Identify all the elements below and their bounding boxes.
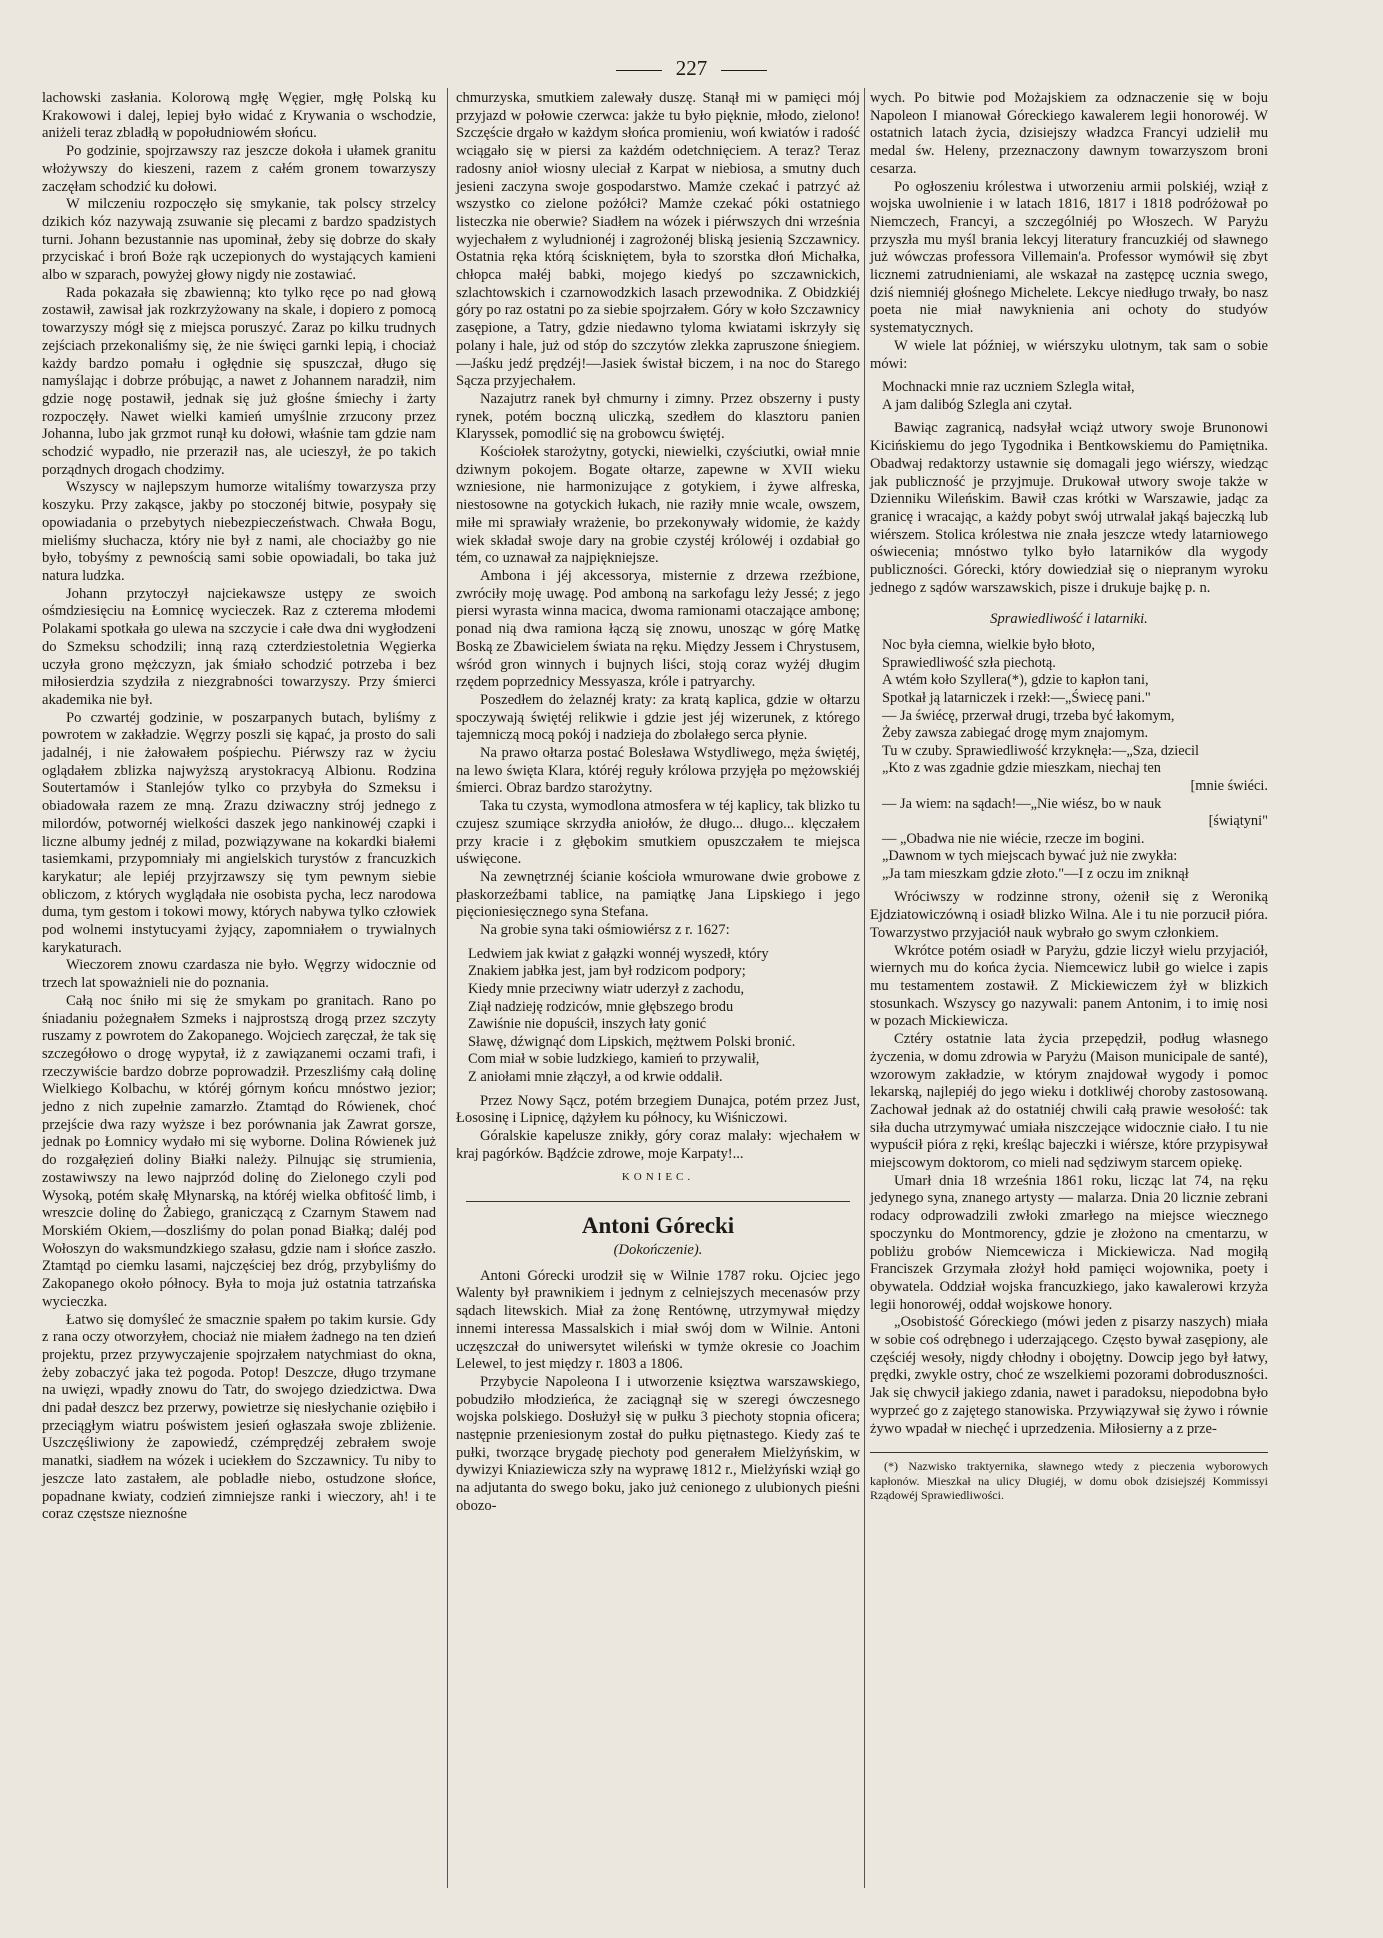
verse-line: [świątyni" (1208, 813, 1268, 830)
verse-line: — Ja świécę, przerwał drugi, trzeba być łakomym, (882, 707, 1175, 724)
end-label: KONIEC. (621, 1171, 695, 1184)
paragraph: Cztéry ostatnie lata życia przepędził, podług własnego życzenia, w domu zdrowia w Paryżu (Maison municipale de santé), wzorowym zakładzie, w którym znajdował wygody i pomoc lekarską, najlepiéj do jego wieku i dotkliwéj choroby zastosowaną. Zachował jednak aż do ostatniéj chwili całą prawie wesołość: tak siła ducha utrzymywać umiała niszczejące widocznie ciało. I tu nie wypuścił pióra z ręki, kreśląc bajeczki i wiérsze, które przypisywał miejscowym doktorom, co mieli nad sędziwym starcem opiekę. (870, 1031, 1268, 1172)
paragraph: Antoni Górecki urodził się w Wilnie 1787 roku. Ojciec jego Walenty był prawnikiem i jednym z celniejszych mecenasów przy sądach litewskich. Miał za żonę Rentównę, utrzymywał między innemi interessa Massalskich i miał swój dom w Wilnie. Antoni uczęszczał do uniwersytet wileński w tymże okresie co Joachim Lelewel, to jest między r. 1803 a 1806. (456, 1267, 860, 1373)
paragraph: Nazajutrz ranek był chmurny i zimny. Przez obszerny i pusty rynek, potém boczną uliczką, szedłem do klasztoru panien Klaryssek, pomodlić się na grobowcu świętéj. (456, 390, 860, 443)
verse-line: Znakiem jabłka jest, jam był rodzicom podpory; (468, 963, 746, 980)
article-title: Antoni Górecki (581, 1213, 735, 1239)
column-1 (42, 90, 436, 1524)
verse-line: — Ja wiem: na sądach!—„Nie wiész, bo w nauk (882, 795, 1162, 812)
header-rule-right (721, 70, 767, 71)
footnote (870, 1452, 1268, 1502)
paragraph: Taka tu czysta, wymodlona atmosfera w téj kaplicy, tak blizko tu czujesz szumiące skrzydła aniołów, że długo... długo... klęczałem przy kracie i z głębokim smutkiem opuszczałem te miejsca uświęcone. (456, 798, 860, 868)
verse-line: Sprawiedliwość szła piechotą. (882, 654, 1056, 671)
paragraph: lachowski zasłania. Kolorową mgłę Węgier, mgłę Polską ku Krakowowi i dalej, lepiej było widać z Krywania o wschodzie, aniżeli teraz zbladłą w popołudniowém słońcu. (42, 90, 436, 142)
column-3 (870, 90, 1268, 1503)
paragraph: Po godzinie, spojrzawszy raz jeszcze dokoła i ułamek granitu włożywszy do kieszeni, razem z całém gronem towarzyszy zaczęłam schodzić ku dołowi. (42, 143, 436, 195)
paragraph: Przez Nowy Sącz, potém brzegiem Dunajca, potém przez Just, Łososinę i Lipnicę, dążyłem ku północy, ku Wiśniczowi. (456, 1092, 860, 1127)
verse-line: Sławę, dźwignąć dom Lipskich, mężtwem Polski bronić. (468, 1033, 796, 1050)
verse-line: Ledwiem jak kwiat z gałązki wonnéj wyszedł, który (468, 945, 769, 962)
paragraph: Ambona i jéj akcessorya, misternie z drzewa rzeźbione, zwróciły moję uwagę. Pod amboną na sarkofagu leży Jessé; z jego piersi wyrasta winna macica, dwoma ramionami otaczające ambonę; ponad nią dwa ramiona łączą się znowu, unosząc w górę Matkę Boską ze Zbawicielem świata na ręku. Między Jessem i Chrystusem, wśród gron winnych i bujnych liści, stoją coraz wyżéj długim rzędem poprzednicy Messyasza, króle i patryarchy. (456, 567, 860, 691)
verse-line: „Ja tam mieszkam gdzie złoto."—I z oczu im zniknął (882, 865, 1189, 882)
paragraph: Wieczorem znowu czardasza nie było. Węgrzy widocznie od trzech lat spoważnieli nie do poznania. (42, 957, 436, 992)
paragraph: Na prawo ołtarza postać Bolesława Wstydliwego, męża świętéj, na lewo święta Klara, któréj reguły królowa przyjęła po mężowskiéj śmierci. Obraz bardzo starożytny. (456, 745, 860, 797)
verse-line: Tu w czuby. Sprawiedliwość krzyknęła:—„Sza, dziecil (882, 742, 1200, 759)
poem-title: Sprawiedliwość i latarniki. (990, 611, 1148, 628)
paragraph: Łatwo się domyśleć że smacznie spałem po takim kursie. Gdy z rana oczy otworzyłem, chociaż nie miałem żadnego na ten dzień projektu, przez przywyczajenie spojrzałem natychmiast do okna, żeby zobaczyć jaka też pogoda. Potop! Deszcze, długo trzymane na uwięzi, wpadły znowu do Tatr, do swojego dziedzictwa. Dwa dni padał deszcz bez przerwy, powietrze się niesłychanie oziębiło i przeciągłym wiatru poświstem jesień ogłaszała swoje zbliżenie. Uszczęśliwiony że zapowiedź, czémprędzéj zebrałem swoje manatki, siadłem na wózek i uciekłem do Szczawnicy. Tu niby to jeszcze lato zastałem, ale pobladłe niebo, ostudzone słońce, popadnane kwiaty, codzień zimniejsze ranki i wieczory, ah! i te coraz częstsze nieznośne (42, 1311, 436, 1523)
paragraph: Poszedłem do żelaznéj kraty: za kratą kaplica, gdzie w ołtarzu spoczywają świętéj relikwie i gdzie jest jéj wizerunek, z którego tajemniczą mocą pokój i nadzieja do zbolałego serca płynie. (456, 691, 860, 744)
paragraph: „Osobistość Góreckiego (mówi jeden z pisarzy naszych) miała w sobie coś odrębnego i uderzającego. Często bywał zasępiony, ale częściéj wesoły, nigdy chłodny i obojętny. Dowcip jego był łatwy, prędki, zwykle ostry, choć ze wszelkiemi pozorami dobroduszności. Jak się chwycił jakiego zdania, nawet i paradoksu, niepodobna było wyprzeć go z zajętego stanowiska. Przywiązywał się żywo i równie żywo wpadał w niechęć i uprzedzenia. Miłosierny a z prze- (870, 1314, 1268, 1437)
short-verse (882, 379, 1268, 414)
paragraph: W milczeniu rozpoczęło się smykanie, tak polscy strzelcy dzikich kóz nazywają zsuwanie się plecami z bardzo spadzistych turni. Johann bezustannie nas upominał, żeby się dobrze do skały przyciskać i broń Boże rąk uczepionych do wystających kamieni albo w szparach, powyżej głowy nigdy nie zostawiać. (42, 196, 436, 284)
verse-line: Ziął nadzieję rodziców, mnie głębszego brodu (468, 998, 734, 1015)
verse-line: Com miał w sobie ludzkiego, kamień to przywalił, (468, 1051, 760, 1068)
column-divider-1 (447, 88, 448, 1888)
verse-line: [mnie świéci. (1190, 777, 1268, 794)
verse-line: „Kto z was zgadnie gdzie mieszkam, niechaj ten (882, 760, 1161, 777)
paragraph: Na grobie syna taki ośmiowiérsz z r. 1627: (480, 922, 730, 939)
paragraph: Na zewnętrznéj ścianie kościoła wmurowane dwie grobowe z płaskorzeźbami tablice, na pamiątkę Jana Lipskiego i jego pięcioniesięcznego syna Stefana. (456, 868, 860, 921)
header-rule-left (616, 70, 662, 71)
paragraph: Wróciwszy w rodzinne strony, ożenił się z Weroniką Ejdziatowiczówną i osiadł blizko Wilna. Ale i tu nie porzucił pióra. Towarzystwo przyjaciół nauk wybrało go swym członkiem. (870, 889, 1268, 941)
paragraph: Johann przytoczył najciekawsze ustępy ze swoich ośmdziesięciu na Łomnicę wycieczek. Raz z czterema młodemi Polakami spotkała go ulewa na szczycie i całe dwa dni wygłodzeni do Szmeksu schodzili; inną razą czterdziestoletnia Węgierka uczyła grono mężczyzn, jak śmiało schodzić potrzeba i bez miłosierdzia szydziła z niezgrabności towarzyszy. Przy śmierci akademika nie był. (42, 585, 436, 708)
verse-line: Spotkał ją latarniczek i rzekł:—„Świecę pani." (882, 689, 1151, 706)
page-number: 227 (675, 56, 708, 80)
paragraph: Rada pokazała się zbawienną; kto tylko ręce po nad głową zostawił, zawisał jak rozkrzyżowany na skale, i dopiero z pomocą towarzyszy mógł się z miejsca poruszyć. Zaraz po kilku trudnych zejściach przekonaliśmy się, że nie święci garnki lepią, i chociaż każdy bardzo pomału i ogłędnie się spuszczał, długo się namyślając i dobrze próbując, a nawet z Johannem naradził, nim gdzie nogę postawił, jednak się już głośne śmiechy i żarty rozpoczęły. Nawet wielki kamień umyślnie zrzucony przez Johanna, lubo jak grzmot runął ku dołowi, właśnie tam gdzie nam schodzić wypadło, nie przeraził nas, ale ucieszył, że po takich porządnych drogach chodzimy. (42, 284, 436, 478)
verse-line: Kiedy mnie przeciwny wiatr uderzył z zachodu, (468, 980, 745, 997)
paragraph: wych. Po bitwie pod Możajskiem za odznaczenie się w boju Napoleon I mianował Góreckiego kawalerem legii honorowéj. W ostatnich latach życia, dzisiejszy władzca Francyi udzielił mu medal św. Heleny, przeznaczony dawnym towarzyszom broni cesarza. (870, 90, 1268, 177)
paragraph: Po czwartéj godzinie, w poszarpanych butach, byliśmy z powrotem w zakładzie. Węgrzy poszli się kąpać, ja prosto do sali jadalnéj, i nie żałowałem pośpiechu. Piérwszy raz w życiu oglądałem zblizka najwyższą arystokracyą Albionu. Rodzina Soutertamów i Stanlejów tylko co przybyła do Szmeksu i obiadowała razem ze mną. Zrazu dziwaczny strój jednego z milordów, potwornéj wielkości daszek jego nankinowéj czapki i liczne albumy jednéj z milad, pozwiązywane na kokardki białemi tasiemkami, przypomniały mi angielskich turystów z francuzkich karykatur; ale lepiéj przyjrzawszy się tym pewnym siebie obliczom, z których wyglądała nie osobista pycha, lecz narodowa duma, tym gestom i tokowi mowy, których nabywa tylko człowiek pod wolnemi instytucyami żyjący, zapomniałem o trywialnych karykaturach. (42, 709, 436, 956)
paragraph: Wszyscy w najlepszym humorze witaliśmy towarzysza przy koszyku. Przy zakąsce, jakby po stoczonéj bitwie, posypały się opowiadania o przebytych niebezpieczeństwach. Chwała Bogu, mieliśmy słuchacza, który nie był z nami, ale chociażby go nie było, tobyśmy z pewnością sami sobie opowiadali, bo taka już natura ludzka. (42, 479, 436, 584)
paragraph: chmurzyska, smutkiem zalewały duszę. Stanął mi w pamięci mój przyjazd w połowie czerwca: jakże tu było pięknie, młodo, zielono! Szczęście drgało w każdym słońca promieniu, woń kwiatów i radość wciągało się w piersi za każdém odetchnięciem. A teraz? Teraz radosny anioł wiosny uleciał z Karpat w niebiosa, a smutny duch jesieni zaczyna swoje gospodarstwo. Mamże czekać i patrzyć aż wszystko co zielone pożółci? Mamże czekać póki ostatniego listeczka nie oberwie? Siadłem na wózek i piérwszych dni września wyjechałem z wyludnionéj i zagrożonéj bliską jesienią Szczawnicy. Ostatnia ręka którą ściskniętem, była to szorstka dłoń Michałka, chłopca małéj babki, mojego kiedyś po szczawnickich, szlachtowskich i czarnowodzkich lasach przewodnika. Z Obidzkiéj góry po raz ostatni po za siebie spojrzałem. Góry w koło Szczawnicy zasępione, a Tatry, gdzie niedawno tyloma kwiatami iskrzyły się polany i hale, już od stóp do szczytów zlekka zapruszone śniegiem. —Jaśku jedź prędzéj!—Jasiek świstał biczem, i na noc do Starego Sącza przyjechałem. (456, 90, 860, 390)
fable-poem (882, 637, 1268, 883)
verse-line: Z aniołami mnie złączył, a od krwie oddalił. (468, 1068, 723, 1085)
verse-line: A wtém koło Szyllera(*), gdzie to kapłon tani, (882, 672, 1149, 689)
paragraph: Całą noc śniło mi się że smykam po granitach. Rano po śniadaniu pożegnałem Szmeks i najprostszą drogą przez szczyty ruszamy z powrotem do Zakopanego. Wojciech zaręczał, że tak się szczegółowo o drogę wypytał, iż z zawiązanemi oczami trafi, i rzeczywiście bardzo dobrze poprowadził. Przeszliśmy całą dolinę Wielkiego Kolbachu, w któréj górnym końcu mnóstwo jezior; jedno z nich zupełnie zamarzło. Ztamtąd do Rówienek, choć przejście dwa razy wyższe i bez porównania jak Zawrat gorsze, jednak po Łomnicy wydało mi się wyborne. Dolina Rówienek już do rozgałęzień doliny Białki należy. Pilnując się strumienia, zostawiwszy na lewo najprzód dolinę do Zielonego czyli pod Wysoką, potém skałę Młynarską, na któréj wielka obfitość limb, i wreszcie dolinę do Żabiego, graniczącą z Czarnym Stawem nad Morskiém Okiem,—doszliśmy do polan ponad Białką; daléj pod Wołoszyn do waksmundzkiego szałasu, gdzie nam i słońce zaszło. Ztamtąd po ciemku lasami, najczęściej bez dróg, przybyliśmy do Zakopanego około północy. Była to moja już ostatnia tatrzańska wycieczka. (42, 992, 436, 1310)
paragraph: Góralskie kapelusze znikły, góry coraz malały: wjechałem w kraj pagórków. Bądźcie zdrowe, moje Karpaty!... (456, 1127, 860, 1162)
epitaph-verse (468, 946, 860, 1087)
section-separator (456, 1201, 860, 1202)
verse-line: Żeby zawsza zabiegać drogę mym znajomym. (882, 725, 1149, 742)
column-divider-2 (864, 88, 865, 1888)
paragraph: Kościołek starożytny, gotycki, niewielki, czyściutki, owiał mnie dziwnym pokojem. Bogate ołtarze, zapewne w XVII wieku wzniesione, nie harmonizujące z gotykiem, i żywe alfreska, niestosowne na gotyckich łukach, nie raziły mnie wcale, owszem, miłe mi sprawiały wrażenie, bo przekonywały widomie, że każdy wiek składał swoje dary na grobie czystéj królowéj i ozdabiał go tém, co uznawał za najpiękniejsze. (456, 444, 860, 567)
paragraph: W wiele lat później, w wiérszyku ulotnym, tak sam o sobie mówi: (870, 337, 1268, 372)
article-subtitle: (Dokończenie). (613, 1242, 703, 1259)
paragraph: Przybycie Napoleona I i utworzenie księztwa warszawskiego, pobudziło młodzieńca, że zaciągnął się w szeregi ówczesnego wojska polskiego. Dosłużył się w pułku 3 piechoty stopnia oficera; następnie przeniesionym został do pułku piętnastego. Kiedy zaś te pułki, tworzące brygadę piechoty pod generałem Mielżyńskim, w dywizyi Kniaziewicza szły na wyprawę 1812 r., Mielżyński wziął go na adjutanta do swego boku, jako już cenionego z ulubionych pieśni obozo- (456, 1373, 860, 1514)
verse-line: — „Obadwa nie nie wiécie, rzecze im bogini. (882, 830, 1145, 847)
page-number-header (0, 56, 1383, 81)
verse-line: Zawiśnie nie dopuścił, inszych łaty gonić (468, 1016, 707, 1033)
paragraph: Wkrótce potém osiadł w Paryżu, gdzie liczył wielu przyjaciół, wiernych mu do końca życia. Niemcewicz lubił go wielce i zapis mu testamentem zostawił. Z Mickiewiczem żył w blizkich stosunkach. Wszyscy go nazywali: panem Antonim, i to imię nosi w pozach Mickiewicza. (870, 942, 1268, 1030)
paragraph: Po ogłoszeniu królestwa i utworzeniu armii polskiéj, wziął z wojska uwolnienie i w latach 1816, 1817 i 1818 podróżował po Niemczech, Francyi, a szczególniéj po Włoszech. W Paryżu przyszła mu myśl brania lekcyj literatury francuzkiéj od sławnego już wówczas professora Villemain'a. Professor wymówił się zbyt licznemi zatrudnieniami, ale wskazał na zastępcę ucznia swego, dziś niemniéj głośnego Michelete. Lekcye niedługo trwały, bo nasz poeta nie miał nawyknienia ani ochoty do studyów systematycznych. (870, 178, 1268, 337)
paragraph: Bawiąc zagranicą, nadsyłał wciąż utwory swoje Brunonowi Kicińskiemu do jego Tygodnika i Bentkowskiemu do Pamiętnika. Obadwaj redaktorzy ustawnie się domagali jego wiérszy, wiedząc jak publiczność je przyjmuje. Drukował utwory swoje także w Dzienniku Wileńskim. Bawił czas krótki w Warszawie, jadąc za granicę i wracając, a każdy pobyt swój utrwalał jakąś bajeczką lub wiérszem. Stolica królestwa nie znała jeszcze wtedy latarniowego oświecenia; mnóstwo tylko było latarników dla wygody publiczności. Górecki, który dowiedział się o niepranym wyroku jednego z sądów warszawskich, pisze i drukuje bajkę p. n. (870, 420, 1268, 596)
verse-line: „Dawnom w tych miejscach bywać już nie zwykła: (882, 848, 1178, 865)
footnote-text: (*) Nazwisko traktyernika, sławnego wtedy z pieczenia wyborowych kapłonów. Mieszkał na ulicy Długiéj, w domu obok dzisiejszéj Kommissyi Rządowéj Sprawiedliwości. (870, 1459, 1268, 1503)
verse-line: Noc była ciemna, wielkie było błoto, (882, 637, 1096, 654)
column-2 (456, 90, 860, 1516)
verse-line: A jam dalibóg Szlegla ani czytał. (882, 396, 1073, 413)
paragraph: Umarł dnia 18 września 1861 roku, licząc lat 74, na ręku jedynego syna, znanego artysty — malarza. Dnia 20 licznie zebrani rodacy odprowadzili zwłoki zmarłego na miejsce wiecznego spoczynku do Montmorency, gdzie je złożono na cmentarzu, w pobliżu grobów Niemcewicza i Mickiewicza. Nad mogiłą Franciszek Grzymała złożył hołd pamięci wojownika, poety i obywatela. Oddział wojska francuzkiego, jako kawalerowi krzyża legii honorowéj, oddał wojskowe honory. (870, 1172, 1268, 1313)
verse-line: Mochnacki mnie raz uczniem Szlegla witał, (882, 379, 1135, 396)
